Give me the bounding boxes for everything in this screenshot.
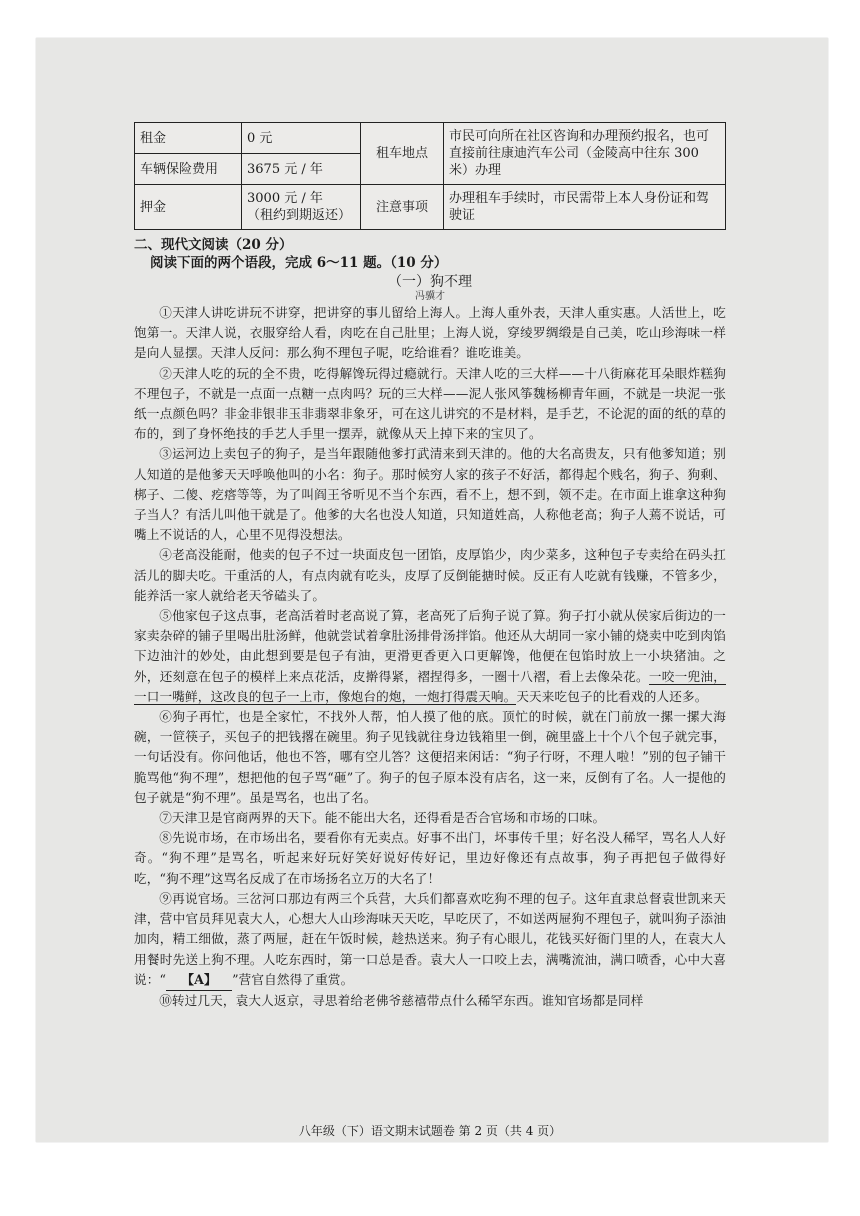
page-content — [134, 122, 726, 1138]
article-title: （一）狗不理 — [388, 274, 472, 290]
paragraph-9-tail: ”营官自然得了重赏。 — [232, 971, 354, 987]
paragraph-8: ⑧先说市场，在市场出名，要看你有无卖点。好事不出门，坏事传千里；好名没人稀罕，骂名人人好奇。“狗不理”是骂名，听起来好玩好笑好说好传好记，里边好像还有点故事，狗子再把包子做得好吃，“狗不理”这骂名反成了在市场扬名立万的大名了！ — [134, 830, 726, 886]
section-heading: 二、现代文阅读（20 分） — [134, 237, 293, 253]
underlined-sentence: 一咬一兜油，一口一嘴鲜，这改良的包子一上市，像炮台的炮，一炮打得震天响。 — [134, 668, 726, 704]
table-cell-label: 租金 — [135, 123, 242, 154]
paragraph-10: ⑩转过几天，袁大人返京，寻思着给老佛爷慈禧带点什么稀罕东西。谁知官场都是同样 — [159, 992, 644, 1008]
paragraph-5-text: ⑤他家包子这点事，老高活着时老高说了算，老高死了后狗子说了算。狗子打小就从侯家后街边的一家卖杂碎的铺子里喝出肚汤鲜，他就尝试着拿肚汤排骨汤拌馅。他还从大胡同一家小铺的烧卖中吃到肉馅下边油汁的妙处，由此想到要是包子有油，更滑更香更入口更解馋，他便在包馅时放上一小块猪油。之外，还刻意在包子的模样上来点花活，皮擀得紧，褶捏得多，一圈十八褶，看上去像朵花。 — [134, 608, 726, 684]
paragraph-5-tail: 天天来吃包子的比看戏的人还多。 — [516, 688, 708, 704]
notice-value: 办理租车手续时，市民需带上本人身份证和驾驶证 — [444, 185, 726, 230]
page-footer: 八年级（下）语文期末试题卷 第 2 页（共 4 页） — [298, 1124, 562, 1138]
table-cell-label: 车辆保险费用 — [135, 154, 242, 185]
table-cell-value: 3675 元 / 年 — [242, 154, 361, 185]
paragraph-2: ②天津人吃的玩的全不贵，吃得解馋玩得过瘾就行。天津人吃的三大样——十八街麻花耳朵眼炸糕狗不理包子，不就是一点面一点糖一点肉吗？玩的三大样——泥人张风筝魏杨柳青年画，不就是一块泥一张纸一点颜色吗？非金非银非玉非翡翠非象牙，可在这儿讲究的不是材料，是手艺，不论泥的面的纸的草的布的，到了身怀绝技的手艺人手里一摆弄，就像从天上掉下来的宝贝了。 — [134, 365, 726, 442]
scanned-page — [36, 38, 828, 1142]
answer-blank-a[interactable]: 【A】 — [166, 970, 232, 991]
paragraph-9 — [134, 889, 726, 991]
paragraph-4: ④老高没能耐，他卖的包子不过一块面皮包一团馅，皮厚馅少，肉少菜多，这种包子专卖给在码头扛活儿的脚夫吃。干重活的人，有点肉就有吃头，皮厚了反倒能搪时候。反正有人吃就有钱赚，不管多少，能养活一家人就给老天爷磕头了。 — [134, 547, 726, 603]
paragraph-1: ①天津人讲吃讲玩不讲穿，把讲穿的事儿留给上海人。上海人重外表，天津人重实惠。人活世上，吃饱第一。天津人说，衣服穿给人看，肉吃在自己肚里；上海人说，穿绫罗绸缎是自己美，吃山珍海味一样是向人显摆。天津人反问：那么狗不理包子呢，吃给谁看？谁吃谁美。 — [134, 305, 726, 361]
table-cell-value: 0 元 — [242, 123, 361, 154]
paragraph-5 — [134, 606, 726, 707]
location-value: 市民可向所在社区咨询和办理预约报名，也可直接前往康迪汽车公司（金陵高中往东 300 米）办理 — [444, 123, 726, 185]
paragraph-7: ⑦天津卫是官商两界的天下。能不能出大名，还得看是否合官场和市场的口味。 — [159, 810, 606, 826]
paragraph-3: ③运河边上卖包子的狗子，是当年跟随他爹打武清来到天津的。他的大名高贵友，只有他爹知道；别人知道的是他爹天天呼唤他叫的小名：狗子。那时候穷人家的孩子不好活，都得起个贱名，狗子、狗剩、梆子、二傻、疙瘩等等，为了叫阎王爷听见不当个东西，看不上，想不到，领不走。在市面上谁拿这种狗子当人？有活儿叫他干就是了。他爹的大名也没人知道，只知道姓高，人称他老高；狗子人蔫不说话，可嘴上不说话的人，心里不见得没想法。 — [134, 446, 726, 543]
notice-label: 注意事项 — [361, 185, 444, 230]
article-author: 冯骥才 — [415, 291, 445, 302]
table-cell-label: 押金 — [135, 185, 242, 230]
paragraph-9-text: ⑨再说官场。三岔河口那边有两三个兵营，大兵们都喜欢吃狗不理的包子。这年直隶总督袁世凯来天津，营中官员拜见袁大人，心想大人山珍海味天天吃，早吃厌了，不如送两屉狗不理包子，就叫狗子添油加肉，精工细做，蒸了两屉，赶在午饭时候，趁热送来。狗子有心眼儿，花钱买好衙门里的人，在袁大人用餐时先送上狗不理。人吃东西时，第一口总是香。袁大人一口咬上去，满嘴流油，满口喷香，心中大喜说：“ — [134, 890, 726, 987]
paragraph-6: ⑥狗子再忙，也是全家忙，不找外人帮，怕人摸了他的底。顶忙的时候，就在门前放一摞一摞大海碗，一笸筷子，买包子的把钱撂在碗里。狗子见钱就往身边钱箱里一倒，碗里盛上十个八个包子就完事，一句话没有。你问他话，他也不答，哪有空儿答？这便招来闲话：“狗子行呀，不理人啦！”别的包子铺干脆骂他“狗不理”，想把他的包子骂“砸”了。狗子的包子原本没有店名，这一来，反倒有了名。人一提他的包子就是“狗不理”。虽是骂名，也出了名。 — [134, 709, 726, 805]
table-cell-value: 3000 元 / 年 （租约到期返还） — [242, 185, 361, 230]
location-label: 租车地点 — [361, 123, 444, 185]
rental-info-table — [134, 122, 726, 230]
reading-instruction: 阅读下面的两个语段，完成 6～11 题。（10 分） — [150, 255, 448, 271]
